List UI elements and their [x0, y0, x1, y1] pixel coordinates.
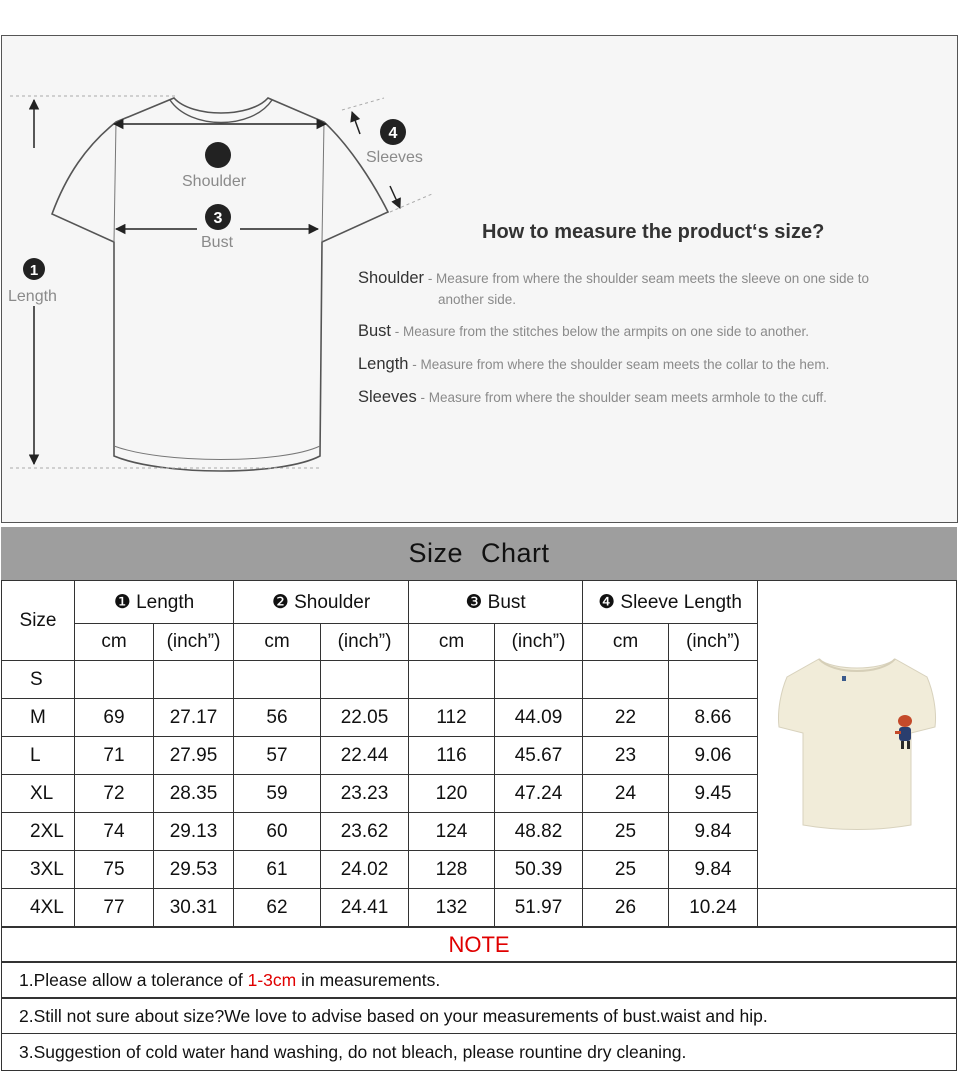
- definition-term: Length: [358, 355, 409, 373]
- tshirt-hem: [114, 446, 320, 460]
- bust-cm-cell: 124: [409, 813, 495, 851]
- sleeve-inch-cell: 9.45: [669, 775, 758, 813]
- definition-term: Shoulder: [358, 269, 425, 287]
- product-tshirt-image: [777, 635, 937, 835]
- marker-4-num: 4: [388, 125, 398, 142]
- product-photo-cell: [758, 581, 957, 889]
- length-cm-cell: 72: [75, 775, 154, 813]
- size-chart-table: [1, 580, 957, 927]
- bust-cm-cell: [409, 661, 495, 699]
- length-inch-cell: 28.35: [154, 775, 234, 813]
- shoulder-inch-cell: 23.23: [321, 775, 409, 813]
- bust-cm-cell: 116: [409, 737, 495, 775]
- note-line-1-text: 1.Please allow a tolerance of: [19, 969, 248, 990]
- sleeve-length-column-header: ❹ Sleeve Length: [583, 581, 758, 624]
- sleeve-inch-cell: 9.84: [669, 813, 758, 851]
- sleeves-arrow-top: [352, 112, 360, 134]
- definition-term: Sleeves: [358, 388, 417, 406]
- shoulder-inch-cell: 24.02: [321, 851, 409, 889]
- size-cell: L: [2, 737, 75, 775]
- unit-cm: cm: [234, 624, 321, 661]
- shoulder-inch-cell: 22.05: [321, 699, 409, 737]
- shoulder-cm-cell: 59: [234, 775, 321, 813]
- shoulder-label: Shoulder: [182, 173, 247, 190]
- empty-cell: [758, 889, 957, 927]
- definition-bust: [358, 321, 958, 342]
- size-cell: 2XL: [2, 813, 75, 851]
- bust-column-header: ❸ Bust: [409, 581, 583, 624]
- length-cm-cell: 74: [75, 813, 154, 851]
- bust-cm-cell: 132: [409, 889, 495, 927]
- shoulder-cm-cell: 56: [234, 699, 321, 737]
- bust-label: Bust: [201, 234, 234, 251]
- bust-inch-cell: [495, 661, 583, 699]
- guide-title: How to measure the product‘s size?: [482, 221, 825, 243]
- tolerance-highlight: 1-3cm: [247, 969, 297, 990]
- definition-text: - Measure from where the shoulder seam meets the sleeve on one side to: [424, 271, 870, 286]
- sleeve-inch-cell: 10.24: [669, 889, 758, 927]
- unit-inch: (inch”): [669, 624, 758, 661]
- bust-inch-cell: 48.82: [495, 813, 583, 851]
- size-chart-title: Size Chart: [1, 527, 957, 580]
- shoulder-inch-cell: 23.62: [321, 813, 409, 851]
- length-cm-cell: 69: [75, 699, 154, 737]
- unit-cm: cm: [75, 624, 154, 661]
- unit-inch: (inch”): [154, 624, 234, 661]
- sleeve-cm-cell: 24: [583, 775, 669, 813]
- sleeve-inch-cell: [669, 661, 758, 699]
- size-cell: 4XL: [2, 889, 75, 927]
- sleeve-seam-right: [322, 122, 324, 242]
- sleeves-arrow-bottom: [390, 186, 400, 208]
- shoulder-cm-cell: 57: [234, 737, 321, 775]
- marker-2: [205, 142, 231, 168]
- shoulder-inch-cell: 22.44: [321, 737, 409, 775]
- length-cm-cell: 77: [75, 889, 154, 927]
- shoulder-column-header: ❷ Shoulder: [234, 581, 409, 624]
- length-cm-cell: [75, 661, 154, 699]
- length-cm-cell: 75: [75, 851, 154, 889]
- sleeve-inch-cell: 9.84: [669, 851, 758, 889]
- length-inch-cell: 30.31: [154, 889, 234, 927]
- product-shirt-body: [778, 659, 935, 830]
- note-line-1: [1, 962, 957, 998]
- length-inch-cell: [154, 661, 234, 699]
- sleeve-inch-cell: 8.66: [669, 699, 758, 737]
- unit-inch: (inch”): [495, 624, 583, 661]
- length-cm-cell: 71: [75, 737, 154, 775]
- length-column-header: ❶ Length: [75, 581, 234, 624]
- size-cell: S: [2, 661, 75, 699]
- bust-inch-cell: 51.97: [495, 889, 583, 927]
- bust-inch-cell: 45.67: [495, 737, 583, 775]
- bust-cm-cell: 112: [409, 699, 495, 737]
- sleeve-cm-cell: 23: [583, 737, 669, 775]
- marker-3-num: 3: [213, 210, 223, 227]
- unit-cm: cm: [409, 624, 495, 661]
- sleeve-cm-cell: 26: [583, 889, 669, 927]
- shoulder-cm-cell: 60: [234, 813, 321, 851]
- bust-cm-cell: 120: [409, 775, 495, 813]
- sleeves-label: Sleeves: [366, 149, 423, 166]
- length-label: Length: [8, 288, 57, 305]
- definition-shoulder: [358, 268, 958, 310]
- marker-1-num: 1: [29, 262, 39, 279]
- shoulder-cm-cell: 61: [234, 851, 321, 889]
- size-column-header: Size: [2, 581, 75, 661]
- shoulder-cm-cell: 62: [234, 889, 321, 927]
- tshirt-collar: [170, 100, 272, 123]
- unit-inch: (inch”): [321, 624, 409, 661]
- definition-term: Bust: [358, 322, 392, 340]
- length-inch-cell: 29.53: [154, 851, 234, 889]
- definition-text: - Measure from the stitches below the armpits on one side to another.: [391, 324, 809, 339]
- sleeve-cm-cell: 22: [583, 699, 669, 737]
- note-line-2: 2.Still not sure about size?We love to advise based on your measurements of bust.waist and hip.: [1, 998, 957, 1034]
- bust-cm-cell: 128: [409, 851, 495, 889]
- bust-inch-cell: 47.24: [495, 775, 583, 813]
- sleeve-seam-left: [114, 122, 116, 242]
- note-line-1-text-end: in measurements.: [296, 969, 441, 990]
- shoulder-cm-cell: [234, 661, 321, 699]
- sleeve-cm-cell: [583, 661, 669, 699]
- shoulder-inch-cell: 24.41: [321, 889, 409, 927]
- length-inch-cell: 29.13: [154, 813, 234, 851]
- sleeve-inch-cell: 9.06: [669, 737, 758, 775]
- table-row: [2, 889, 957, 927]
- note-title: NOTE: [1, 927, 957, 962]
- sleeve-cm-cell: 25: [583, 813, 669, 851]
- definition-text: - Measure from where the shoulder seam meets the collar to the hem.: [408, 357, 830, 372]
- size-cell: XL: [2, 775, 75, 813]
- shoulder-inch-cell: [321, 661, 409, 699]
- bust-inch-cell: 44.09: [495, 699, 583, 737]
- size-cell: M: [2, 699, 75, 737]
- length-inch-cell: 27.17: [154, 699, 234, 737]
- length-inch-cell: 27.95: [154, 737, 234, 775]
- definition-sleeves: [358, 387, 958, 408]
- unit-cm: cm: [583, 624, 669, 661]
- definition-length: [358, 354, 958, 375]
- measuring-guide: [1, 35, 958, 523]
- size-cell: 3XL: [2, 851, 75, 889]
- definition-text-cont: another side.: [438, 292, 517, 307]
- sleeve-cm-cell: 25: [583, 851, 669, 889]
- note-line-3: 3.Suggestion of cold water hand washing, do not bleach, please rountine dry cleaning.: [1, 1033, 957, 1071]
- definition-text: - Measure from where the shoulder seam meets armhole to the cuff.: [416, 390, 827, 405]
- bust-inch-cell: 50.39: [495, 851, 583, 889]
